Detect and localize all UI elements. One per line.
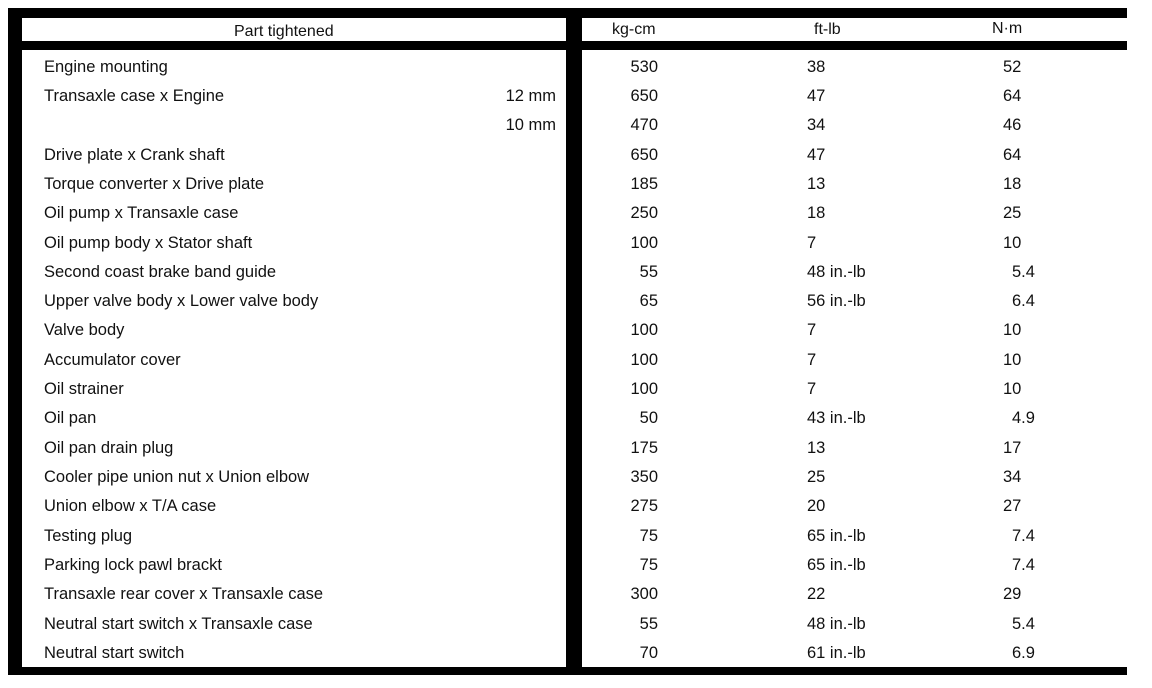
table-row <box>0 614 1152 643</box>
table-row <box>0 438 1152 467</box>
kg-cm-value: 100 <box>630 321 658 339</box>
kg-cm-value: 100 <box>630 234 658 252</box>
ft-lb-value: 48 in.-lb <box>807 615 866 633</box>
part-tightened-cell: Neutral start switch x Transaxle case <box>44 615 313 633</box>
table-row <box>0 526 1152 555</box>
ft-lb-value: 65 in.-lb <box>807 556 866 574</box>
ft-lb-value: 34 <box>807 116 826 134</box>
table-row <box>0 643 1152 672</box>
kg-cm-value: 650 <box>630 87 658 105</box>
n-m-value: 5.4 <box>1012 615 1035 633</box>
header-kg-cm: kg-cm <box>612 21 656 38</box>
table-row <box>0 233 1152 262</box>
part-tightened-cell: Oil pump body x Stator shaft <box>44 234 253 252</box>
ft-lb-value: 38 <box>807 58 826 76</box>
bolt-size-cell: 10 mm <box>505 116 556 134</box>
n-m-value: 29 <box>1003 585 1022 603</box>
ft-lb-value: 13 <box>807 439 826 457</box>
n-m-value: 10 <box>1003 380 1022 398</box>
header-n-m: N·m <box>992 20 1023 37</box>
ft-lb-value: 7 <box>807 234 817 252</box>
ft-lb-value: 20 <box>807 497 826 515</box>
kg-cm-value: 275 <box>630 497 658 515</box>
table-row <box>0 86 1152 115</box>
part-tightened-cell: Neutral start switch <box>44 644 185 662</box>
n-m-value: 7.4 <box>1012 527 1035 545</box>
part-tightened-cell: Second coast brake band guide <box>44 263 277 281</box>
kg-cm-value: 175 <box>630 439 658 457</box>
table-row <box>0 145 1152 174</box>
n-m-value: 17 <box>1003 439 1022 457</box>
part-tightened-cell: Drive plate x Crank shaft <box>44 146 225 164</box>
ft-lb-value: 7 <box>807 321 817 339</box>
table-row <box>0 291 1152 320</box>
kg-cm-value: 100 <box>630 380 658 398</box>
table-row <box>0 379 1152 408</box>
table-row <box>0 350 1152 379</box>
table-row <box>0 174 1152 203</box>
kg-cm-value: 185 <box>630 175 658 193</box>
kg-cm-value: 55 <box>639 615 658 633</box>
part-tightened-cell: Parking lock pawl brackt <box>44 556 222 574</box>
n-m-value: 10 <box>1003 234 1022 252</box>
part-tightened-cell: Torque converter x Drive plate <box>44 175 265 193</box>
part-tightened-cell: Cooler pipe union nut x Union elbow <box>44 468 310 486</box>
n-m-value: 52 <box>1003 58 1022 76</box>
n-m-value: 46 <box>1003 116 1022 134</box>
ft-lb-value: 18 <box>807 204 826 222</box>
part-tightened-cell: Testing plug <box>44 527 133 545</box>
kg-cm-value: 55 <box>639 263 658 281</box>
n-m-value: 5.4 <box>1012 263 1035 281</box>
table-row <box>0 467 1152 496</box>
part-tightened-cell: Accumulator cover <box>44 351 181 369</box>
n-m-value: 10 <box>1003 351 1022 369</box>
bolt-size-cell: 12 mm <box>505 87 556 105</box>
kg-cm-value: 70 <box>639 644 658 662</box>
kg-cm-value: 65 <box>639 292 658 310</box>
part-tightened-cell: Oil pump x Transaxle case <box>44 204 239 222</box>
n-m-value: 34 <box>1003 468 1022 486</box>
part-tightened-cell: Transaxle case x Engine <box>44 87 225 105</box>
table-row <box>0 115 1152 144</box>
kg-cm-value: 100 <box>630 351 658 369</box>
n-m-value: 64 <box>1003 87 1022 105</box>
ft-lb-value: 47 <box>807 87 826 105</box>
part-tightened-cell: Oil pan drain plug <box>44 439 174 457</box>
n-m-value: 4.9 <box>1012 409 1035 427</box>
kg-cm-value: 530 <box>630 58 658 76</box>
n-m-value: 7.4 <box>1012 556 1035 574</box>
n-m-value: 27 <box>1003 497 1022 515</box>
part-tightened-cell: Upper valve body x Lower valve body <box>44 292 319 310</box>
kg-cm-value: 75 <box>639 527 658 545</box>
kg-cm-value: 50 <box>639 409 658 427</box>
ft-lb-value: 7 <box>807 380 817 398</box>
ft-lb-value: 25 <box>807 468 826 486</box>
part-tightened-cell: Transaxle rear cover x Transaxle case <box>44 585 324 603</box>
part-tightened-cell: Engine mounting <box>44 58 168 76</box>
ft-lb-value: 61 in.-lb <box>807 644 866 662</box>
header-part-tightened: Part tightened <box>234 23 334 40</box>
ft-lb-value: 7 <box>807 351 817 369</box>
ft-lb-value: 65 in.-lb <box>807 527 866 545</box>
n-m-value: 25 <box>1003 204 1022 222</box>
part-tightened-cell: Valve body <box>44 321 125 339</box>
table-row <box>0 555 1152 584</box>
kg-cm-value: 300 <box>630 585 658 603</box>
kg-cm-value: 75 <box>639 556 658 574</box>
ft-lb-value: 13 <box>807 175 826 193</box>
n-m-value: 6.4 <box>1012 292 1035 310</box>
table-row <box>0 408 1152 437</box>
table-row <box>0 57 1152 86</box>
header-right-cell <box>582 18 1127 41</box>
n-m-value: 6.9 <box>1012 644 1035 662</box>
table-row <box>0 584 1152 613</box>
header-ft-lb: ft-lb <box>814 21 841 38</box>
ft-lb-value: 56 in.-lb <box>807 292 866 310</box>
part-tightened-cell: Oil pan <box>44 409 97 427</box>
kg-cm-value: 470 <box>630 116 658 134</box>
table-row <box>0 262 1152 291</box>
part-tightened-cell: Union elbow x T/A case <box>44 497 217 515</box>
table-row <box>0 496 1152 525</box>
kg-cm-value: 650 <box>630 146 658 164</box>
ft-lb-value: 48 in.-lb <box>807 263 866 281</box>
table-row <box>0 320 1152 349</box>
ft-lb-value: 47 <box>807 146 826 164</box>
n-m-value: 18 <box>1003 175 1022 193</box>
n-m-value: 64 <box>1003 146 1022 164</box>
part-tightened-cell: Oil strainer <box>44 380 124 398</box>
kg-cm-value: 350 <box>630 468 658 486</box>
kg-cm-value: 250 <box>630 204 658 222</box>
n-m-value: 10 <box>1003 321 1022 339</box>
ft-lb-value: 22 <box>807 585 826 603</box>
table-row <box>0 203 1152 232</box>
ft-lb-value: 43 in.-lb <box>807 409 866 427</box>
